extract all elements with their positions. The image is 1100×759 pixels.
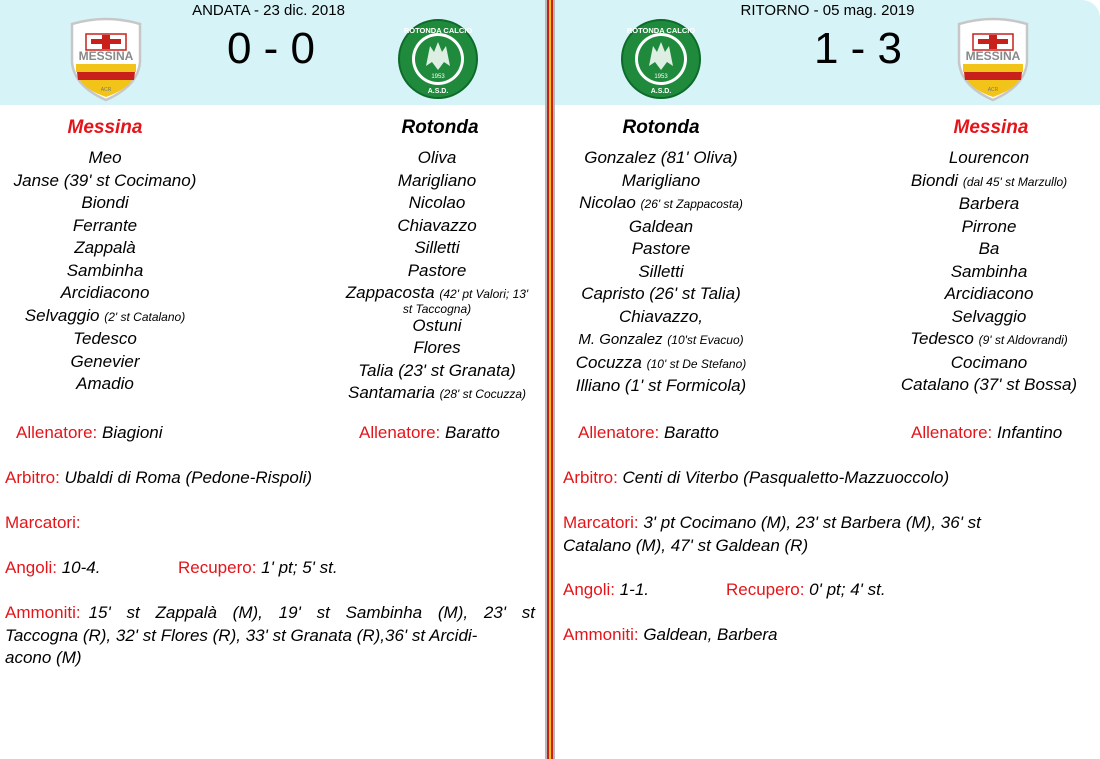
ritorno-recupero: Recupero: 0' pt; 4' st. [726, 580, 886, 599]
andata-away-coach: Allenatore: Baratto [359, 423, 500, 442]
ritorno-away-team: Messina [953, 117, 1029, 138]
player: Zappacosta (42' pt Valori; 13' [345, 283, 529, 302]
andata-arbitro: Arbitro: Ubaldi di Roma (Pedone-Rispoli) [5, 468, 313, 487]
player-note: st Taccogna) [402, 301, 472, 316]
player: Marigliano [397, 170, 477, 190]
player: Talia (23' st Granata) [358, 360, 516, 380]
ritorno-angoli: Angoli: 1-1. [563, 580, 650, 599]
player: Meo [88, 148, 122, 167]
player: Nicolao (26' st Zappacosta) [579, 193, 743, 212]
andata-home-team: Messina [67, 117, 143, 138]
player: Zappalà [74, 238, 136, 257]
andata-marcatori: Marcatori: [5, 513, 81, 532]
andata-score-banner [0, 0, 545, 105]
andata-recupero: Recupero: 1' pt; 5' st. [178, 558, 338, 577]
ritorno-ammoniti: Ammoniti: Galdean, Barbera [563, 625, 778, 644]
ritorno-home-team: Rotonda [622, 117, 700, 138]
andata-angoli: Angoli: 10-4. [5, 558, 101, 577]
player: Silletti [414, 238, 460, 257]
player: Sambinha [66, 260, 144, 280]
player: Oliva [417, 148, 457, 167]
player: Chiavazzo [397, 215, 477, 235]
ritorno-home-lineup [555, 147, 767, 398]
player: Pastore [631, 239, 691, 258]
player: Selvaggio (2' st Catalano) [24, 305, 186, 325]
player: Gonzalez (81' Oliva) [584, 148, 738, 167]
player: Ostuni [412, 315, 462, 335]
ritorno-score: 1 - 3 [813, 24, 903, 73]
player: Tedesco [73, 329, 137, 348]
ritorno-marcatori: Marcatori: 3' pt Cocimano (M), 23' st Barbera (M), 36' st Catalano (M), 47' st Galdean (R) [563, 513, 981, 555]
player: Flores [413, 338, 461, 357]
player: Lourencon [948, 148, 1030, 167]
player: Chiavazzo, [618, 306, 704, 326]
player: Ferrante [72, 215, 138, 235]
player: Marigliano [621, 170, 701, 190]
ritorno-arbitro: Arbitro: Centi di Viterbo (Pasqualetto-Mazzuoccolo) [563, 468, 950, 487]
andata-home-lineup [0, 147, 210, 396]
andata-panel [0, 0, 545, 759]
andata-away-team: Rotonda [401, 117, 479, 138]
player: Biondi (dal 45' st Marzullo) [910, 170, 1068, 190]
player: Janse (39' st Cocimano) [13, 170, 197, 190]
ritorno-score-banner [555, 0, 1100, 105]
player: Silletti [638, 261, 684, 281]
player: Pirrone [961, 216, 1017, 236]
player: Nicolao [408, 193, 466, 212]
player: Genevier [70, 351, 140, 371]
player: Capristo (26' st Talia) [581, 284, 741, 303]
player: Selvaggio [951, 306, 1027, 326]
player: Galdean [628, 216, 694, 236]
andata-score: 0 - 0 [226, 24, 316, 73]
player: M. Gonzalez (10'st Evacuo) [578, 331, 744, 348]
ritorno-away-coach: Allenatore: Infantino [911, 423, 1063, 442]
player: Catalano (37' st Bossa) [900, 375, 1078, 394]
player: Barbera [958, 194, 1020, 213]
rotonda-calcio-logo-icon [619, 16, 703, 102]
messina-shield-logo-icon [951, 16, 1035, 102]
messina-shield-logo-icon [64, 16, 148, 102]
player: Santamaria (28' st Cocuzza) [348, 383, 526, 402]
ritorno-home-coach: Allenatore: Baratto [578, 423, 719, 442]
player: Illiano (1' st Formicola) [575, 376, 747, 395]
andata-away-lineup [332, 147, 542, 406]
player: Ba [978, 239, 1000, 258]
player: Cocuzza (10' st De Stefano) [575, 352, 747, 372]
ritorno-date: RITORNO - 05 mag. 2019 [740, 2, 915, 19]
player: Sambinha [950, 261, 1028, 281]
ritorno-away-lineup [880, 147, 1098, 397]
player: Tedesco (9' st Aldovrandi) [910, 329, 1068, 348]
andata-date: ANDATA - 23 dic. 2018 [192, 2, 345, 19]
player: Amadio [76, 374, 134, 393]
andata-home-coach: Allenatore: Biagioni [16, 423, 163, 442]
rotonda-calcio-logo-icon [396, 16, 480, 102]
player: Biondi [81, 193, 129, 212]
player: Pastore [407, 260, 467, 280]
player: Arcidiacono [944, 284, 1034, 303]
column-divider [545, 0, 555, 759]
player: Cocimano [950, 352, 1028, 372]
andata-ammoniti: Ammoniti: 15' st Zappalà (M), 19' st Sambinha (M), 23' st Taccogna (R), 32' st Flores (R), 33' st Granata (R),36' st Arcidi- acono (M) [5, 603, 535, 667]
player: Arcidiacono [60, 283, 150, 302]
ritorno-panel [555, 0, 1100, 759]
